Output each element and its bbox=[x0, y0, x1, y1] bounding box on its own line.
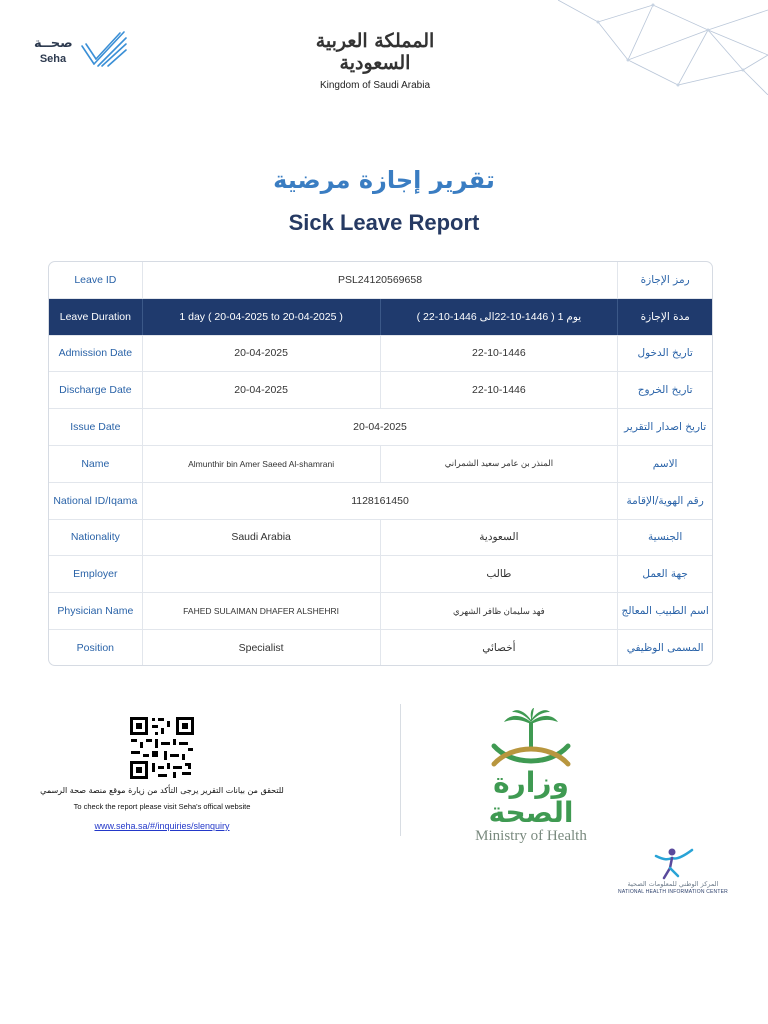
admission-date-hijri: 22-10-1446 bbox=[381, 336, 619, 372]
nhic-logo bbox=[608, 846, 738, 904]
table-row-admission-date bbox=[49, 336, 712, 373]
decorative-network-graphic bbox=[558, 0, 768, 95]
label-en: Issue Date bbox=[49, 409, 143, 445]
physician-value-ar: فهد سليمان ظافر الشهري bbox=[381, 593, 619, 629]
kingdom-logo-arabic: المملكة العربية السعودية bbox=[315, 30, 435, 74]
table-row-national-id bbox=[49, 483, 712, 520]
admission-date-gregorian: 20-04-2025 bbox=[143, 336, 381, 372]
label-en: Discharge Date bbox=[49, 372, 143, 408]
verification-block bbox=[22, 716, 302, 833]
discharge-date-hijri: 22-10-1446 bbox=[381, 372, 619, 408]
table-row-issue-date bbox=[49, 409, 712, 446]
report-title-arabic: تقرير إجازة مرضية bbox=[273, 166, 495, 194]
verification-text-arabic: للتحقق من بيانات التقرير يرجى التأكد من زيارة موقع منصة صحة الرسمي bbox=[40, 786, 284, 795]
nhic-name-arabic: المركز الوطني للمعلومات الصحية bbox=[627, 880, 719, 888]
table-row-physician bbox=[49, 593, 712, 630]
leave-duration-value-ar: يوم 1 ( 1446-10-22الى 1446-10-22 ) bbox=[381, 299, 619, 335]
label-en: Physician Name bbox=[49, 593, 143, 629]
table-row-name bbox=[49, 446, 712, 483]
table-row-discharge-date bbox=[49, 372, 712, 409]
ministry-of-health-logo bbox=[456, 704, 606, 844]
label-ar: جهة العمل bbox=[642, 568, 688, 581]
label-ar: مدة الإجازة bbox=[640, 310, 690, 323]
label-ar: تاريخ الخروج bbox=[637, 384, 693, 397]
discharge-date-gregorian: 20-04-2025 bbox=[143, 372, 381, 408]
seha-check-icon bbox=[76, 30, 128, 70]
position-value-ar: أخصائي bbox=[381, 630, 619, 666]
issue-date-value: 20-04-2025 bbox=[143, 409, 619, 445]
name-value-en: Almunthir bin Amer Saeed Al-shamrani bbox=[143, 446, 381, 482]
label-ar: رمز الإجازة bbox=[640, 273, 690, 286]
ministry-name-arabic: وزارة الصحة bbox=[488, 766, 574, 829]
employer-value-en bbox=[143, 556, 381, 592]
employer-value-ar: طالب bbox=[381, 556, 619, 592]
nationality-value-ar: السعودية bbox=[381, 520, 619, 556]
seha-logo-arabic: صحــة bbox=[34, 36, 73, 51]
label-ar: تاريخ الدخول bbox=[637, 347, 693, 360]
name-value-ar: المنذر بن عامر سعيد الشمراني bbox=[381, 446, 619, 482]
position-value-en: Specialist bbox=[143, 630, 381, 666]
leave-duration-value-en: 1 day ( 20-04-2025 to 20-04-2025 ) bbox=[143, 299, 381, 335]
physician-value-en: FAHED SULAIMAN DHAFER ALSHEHRI bbox=[143, 593, 381, 629]
label-ar: الجنسية bbox=[648, 531, 683, 544]
verification-link[interactable]: www.seha.sa/#/inquiries/slenquiry bbox=[94, 821, 230, 831]
table-row-leave-duration bbox=[49, 299, 712, 336]
table-row-employer bbox=[49, 556, 712, 593]
label-ar: اسم الطبيب المعالج bbox=[621, 605, 709, 618]
nhic-figure-icon bbox=[650, 846, 696, 880]
nhic-name-english: NATIONAL HEALTH INFORMATION CENTER bbox=[618, 889, 728, 895]
label-en: Employer bbox=[49, 556, 143, 592]
label-ar: رقم الهوية/الإقامة bbox=[626, 494, 704, 507]
ministry-name-english: Ministry of Health bbox=[475, 828, 587, 844]
label-en: Nationality bbox=[49, 520, 143, 556]
palm-swords-emblem-icon bbox=[478, 708, 584, 770]
report-table bbox=[48, 261, 713, 666]
label-en: Admission Date bbox=[49, 336, 143, 372]
seha-logo-english: Seha bbox=[39, 53, 67, 65]
kingdom-logo-english: Kingdom of Saudi Arabia bbox=[319, 80, 431, 91]
label-en: Name bbox=[49, 446, 143, 482]
national-id-value: 1128161450 bbox=[143, 483, 619, 519]
table-row-leave-id bbox=[49, 262, 712, 299]
label-ar: تاريخ اصدار التقرير bbox=[624, 421, 707, 434]
label-en: Leave ID bbox=[49, 262, 143, 298]
nationality-value-en: Saudi Arabia bbox=[143, 520, 381, 556]
label-ar: الاسم bbox=[652, 457, 678, 470]
label-en: Position bbox=[49, 630, 143, 666]
report-title-english: Sick Leave Report bbox=[288, 210, 480, 235]
verification-text-english: To check the report please visit Seha's offical website bbox=[73, 802, 251, 811]
kingdom-logo bbox=[300, 30, 450, 91]
label-en: National ID/Iqama bbox=[49, 483, 143, 519]
seha-logo bbox=[34, 30, 130, 70]
leave-id-value: PSL24120569658 bbox=[143, 262, 619, 298]
footer-divider bbox=[400, 704, 401, 836]
label-en: Leave Duration bbox=[49, 299, 143, 335]
table-row-nationality bbox=[49, 520, 712, 557]
table-row-position bbox=[49, 630, 712, 666]
qr-code-icon[interactable] bbox=[129, 716, 195, 780]
label-ar: المسمى الوظيفي bbox=[626, 642, 704, 655]
